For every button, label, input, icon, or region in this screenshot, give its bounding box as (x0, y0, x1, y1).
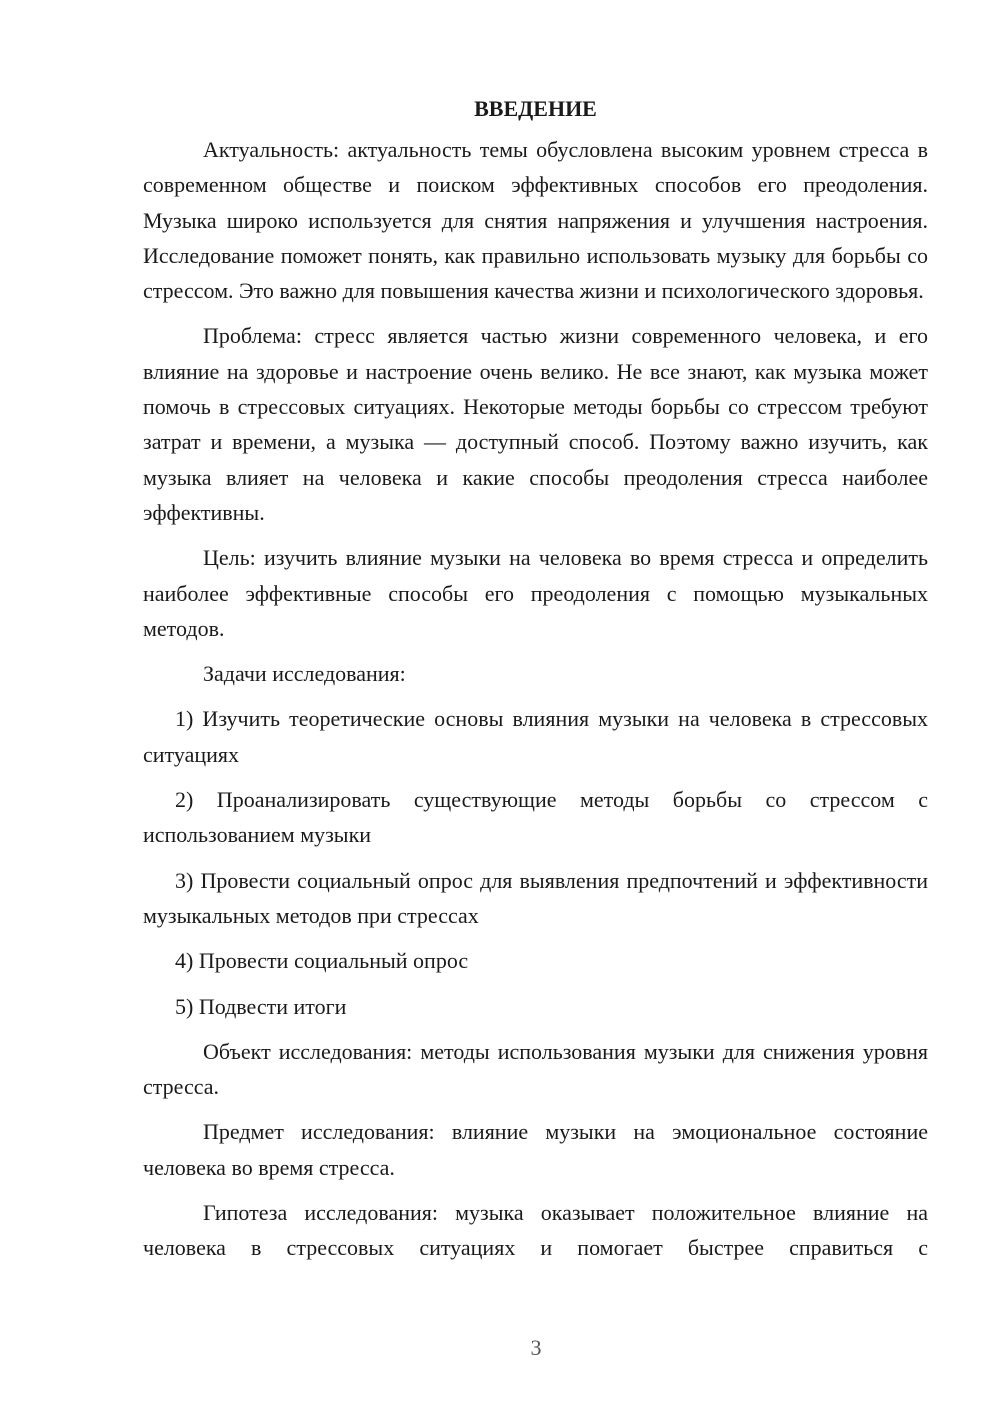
task-item-2: 2) Проанализировать существующие методы борьбы со стрессом с использованием музыки (143, 787, 928, 848)
task-item-3: 3) Провести социальный опрос для выявления предпочтений и эффективности музыкальных методов при стрессах (143, 867, 928, 928)
goal-paragraph: Цель: изучить влияние музыки на человека во время стресса и определить наиболее эффективные способы его преодоления с помощью музыкальных методов. (143, 545, 928, 641)
task-item-4: 4) Провести социальный опрос (175, 948, 469, 974)
task-item-5: 5) Подвести итоги (175, 993, 347, 1019)
tasks-heading: Задачи исследования: (203, 661, 406, 687)
document-page (143, 92, 928, 1276)
page-number: 3 (530, 1335, 542, 1360)
research-object-paragraph: Объект исследования: методы использования музыки для снижения уровня стресса. (143, 1038, 928, 1100)
research-subject-paragraph: Предмет исследования: влияние музыки на эмоциональное состояние человека во время стресса. (143, 1119, 928, 1180)
section-heading: ВВЕДЕНИЕ (474, 96, 597, 121)
hypothesis-paragraph: Гипотеза исследования: музыка оказывает положительное влияние на человека в стрессовых ситуациях и помогает быстрее справиться с (143, 1200, 928, 1261)
problem-paragraph: Проблема: стресс является частью жизни современного человека, и его влияние на здоровье и настроение очень велико. Не все знают, как музыка может помочь в стрессовых ситуациях. Некоторые методы борьбы со стрессом требуют затрат и времени, а музыка — доступный способ. Поэтому важно изучить, как музыка влияет на человека и какие способы преодоления стресса наиболее эффективны. (143, 323, 928, 525)
relevance-paragraph: Актуальность: актуальность темы обусловлена высоким уровнем стресса в современном обществе и поиском эффективных способов его преодоления. Музыка широко используется для снятия напряжения и улучшения настроения. Исследование поможет понять, как правильно использовать музыку для борьбы со стрессом. Это важно для повышения качества жизни и психологического здоровья. (143, 137, 928, 304)
task-item-1: 1) Изучить теоретические основы влияния музыки на человека в стрессовых ситуациях (143, 706, 928, 767)
